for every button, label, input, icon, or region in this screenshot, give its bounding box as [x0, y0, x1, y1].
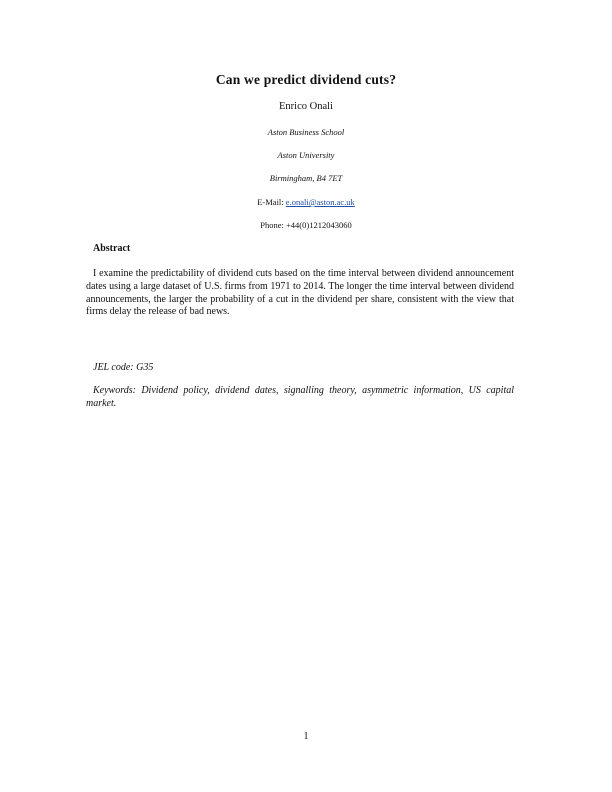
author-name: Enrico Onali [279, 101, 333, 112]
page-number: 1 [303, 731, 309, 742]
email-line [0, 197, 612, 207]
affiliation-school: Aston Business School [267, 127, 345, 137]
phone-line: Phone: +44(0)1212043060 [260, 220, 352, 230]
keywords: Keywords: Dividend policy, dividend dates, signalling theory, asymmetric information, US capital market. [86, 385, 514, 409]
affiliation-university: Aston University [277, 150, 335, 160]
email-link[interactable]: e.onali@aston.ac.uk [285, 197, 355, 207]
abstract-heading: Abstract [93, 243, 131, 254]
affiliation-address: Birmingham, B4 7ET [269, 173, 343, 183]
paper-title: Can we predict dividend cuts? [215, 72, 397, 87]
jel-code: JEL code: G35 [93, 362, 154, 373]
email-label: E-Mail: [257, 197, 284, 207]
abstract-body: I examine the predictability of dividend cuts based on the time interval between dividend announcement dates using a large dataset of U.S. firms from 1971 to 2014. The longer the time interval between dividend announcements, the larger the probability of a cut in the dividend per share, consistent with the view that firms delay the release of bad news. [86, 268, 514, 318]
